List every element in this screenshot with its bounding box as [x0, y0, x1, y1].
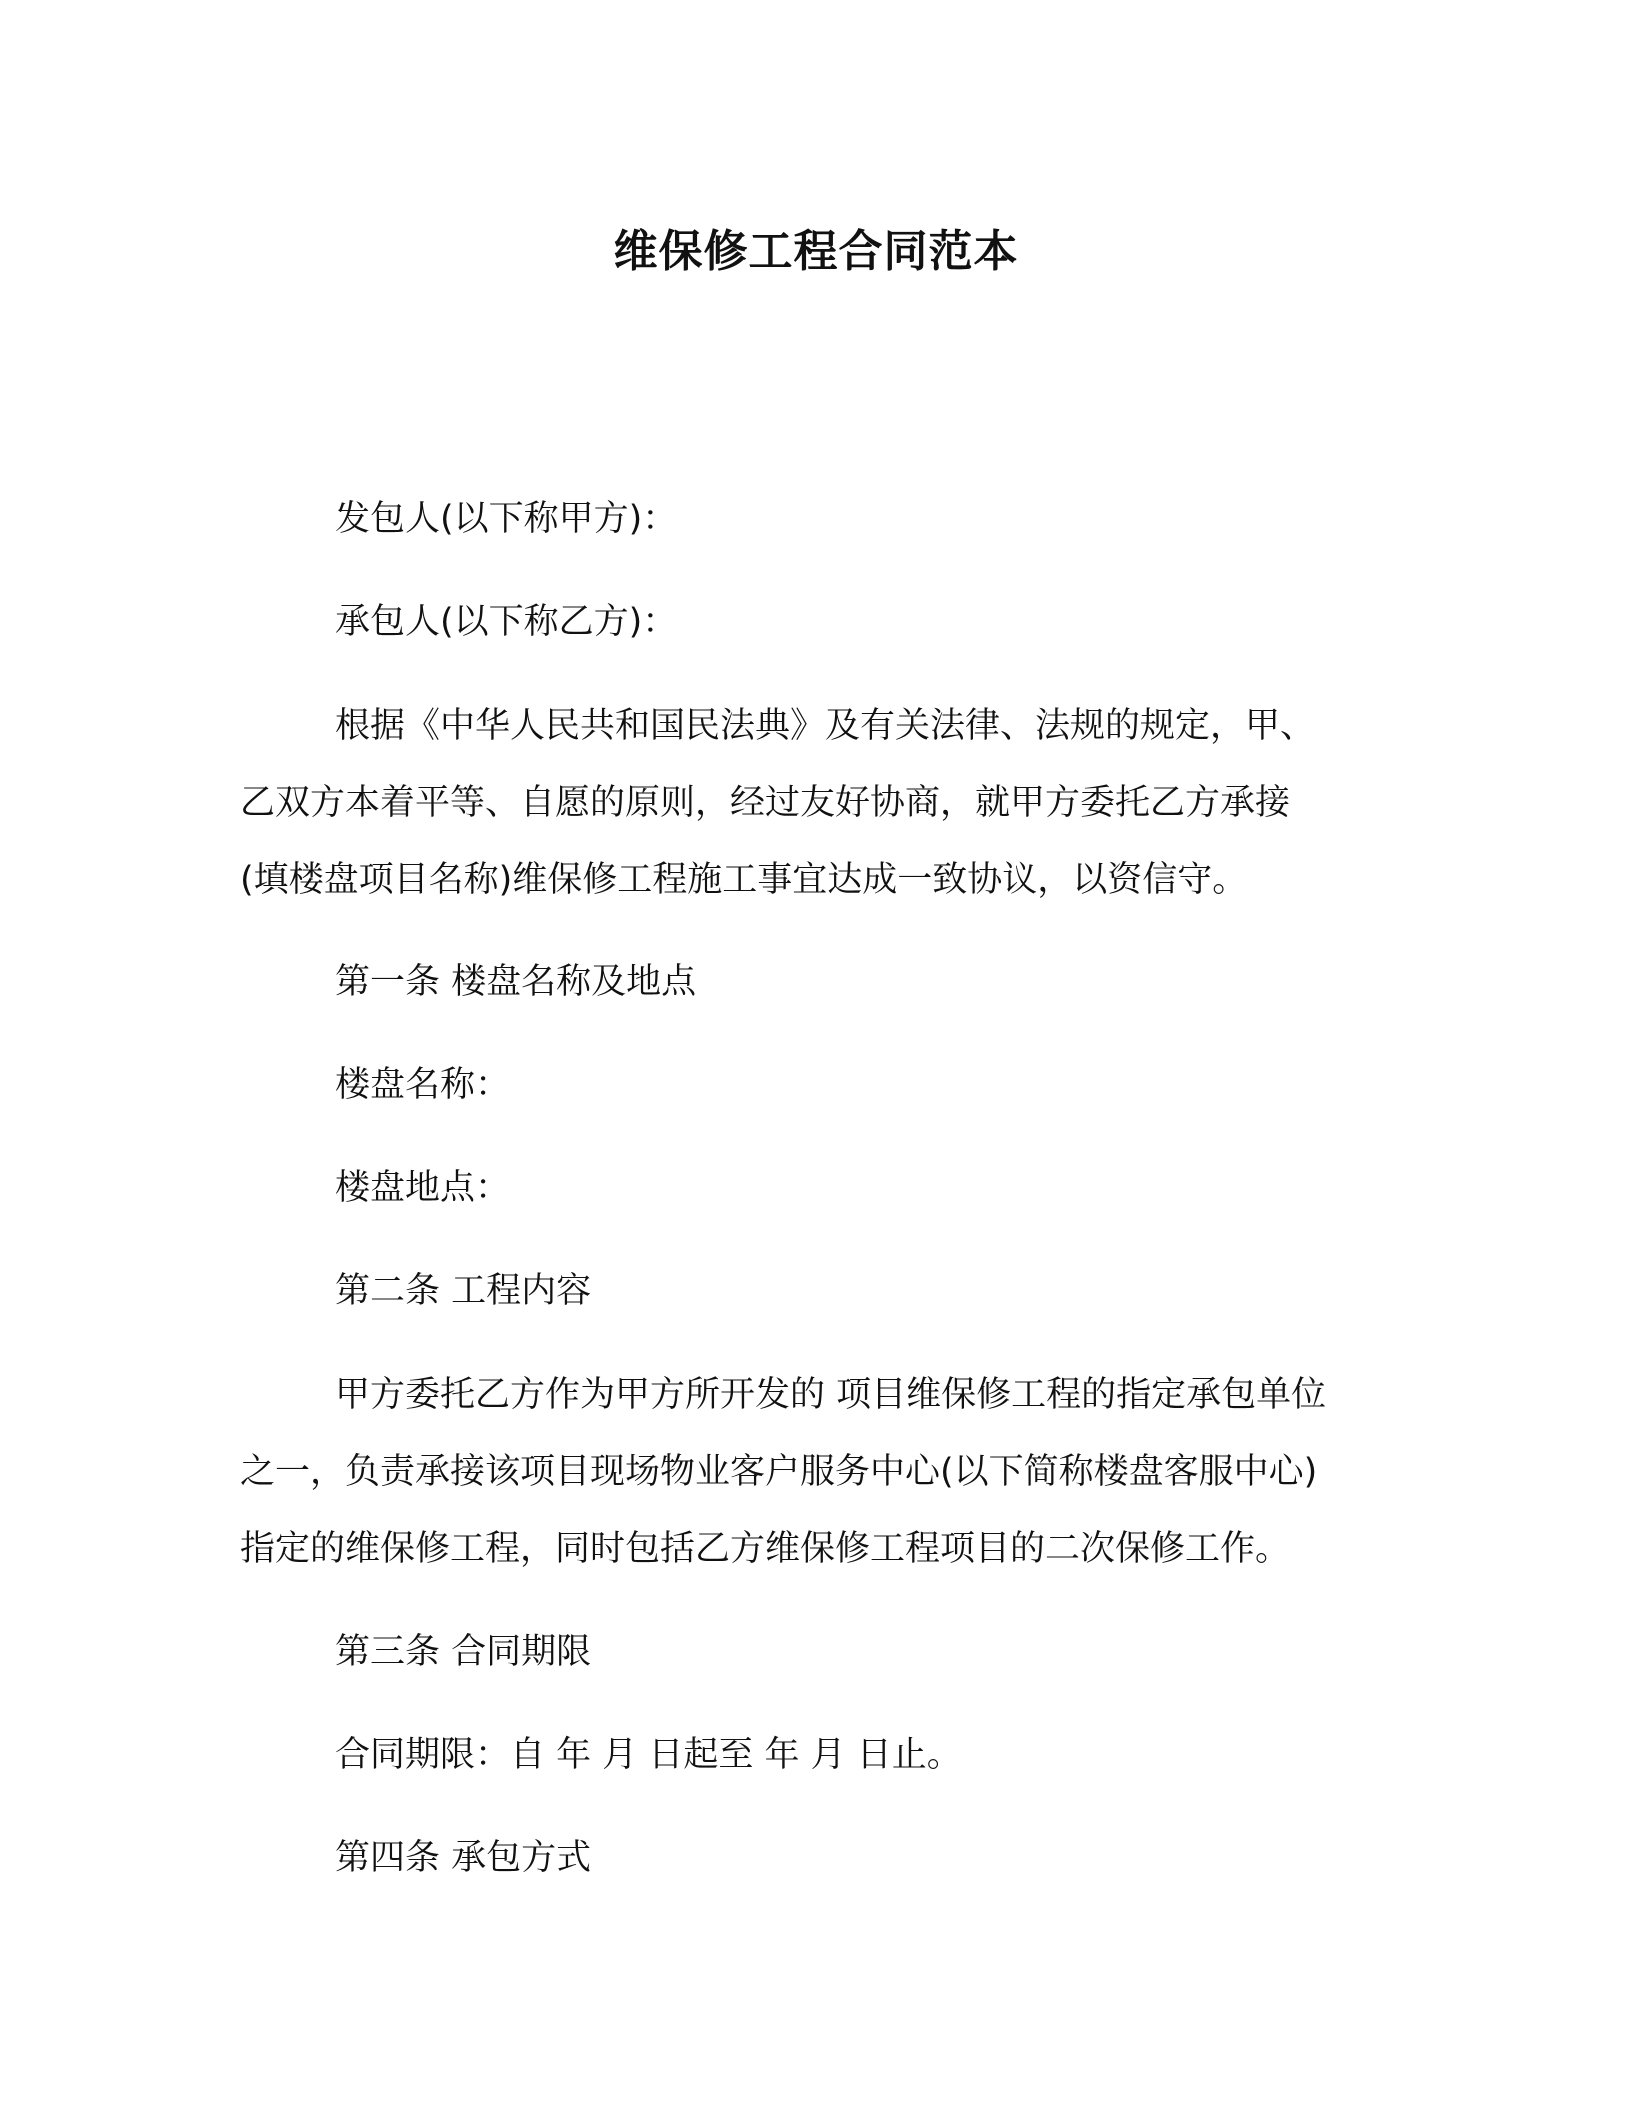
party-b-line: 承包人(以下称乙方)： [335, 602, 678, 642]
contract-term-line: 合同期限：自 年 月 日起至 年 月 日止。 [335, 1735, 962, 1775]
article-2-body-line-3: 指定的维保修工程，同时包括乙方维保修工程项目的二次保修工作。 [240, 1529, 1291, 1569]
preamble-line-3: (填楼盘项目名称)维保修工程施工事宜达成一致协议，以资信守。 [240, 860, 1248, 900]
property-name-line: 楼盘名称： [335, 1065, 511, 1105]
property-location-line: 楼盘地点： [335, 1168, 511, 1208]
article-4-heading: 第四条 承包方式 [335, 1838, 592, 1878]
article-2-heading: 第二条 工程内容 [335, 1271, 592, 1311]
article-2-body-line-1: 甲方委托乙方作为甲方所开发的 项目维保修工程的指定承包单位 [335, 1375, 1327, 1415]
preamble-line-1: 根据《中华人民共和国民法典》及有关法律、法规的规定，甲、 [335, 706, 1316, 746]
preamble-line-2: 乙双方本着平等、自愿的原则，经过友好协商，就甲方委托乙方承接 [240, 783, 1291, 823]
article-2-body-line-2: 之一，负责承接该项目现场物业客户服务中心(以下简称楼盘客服中心) [240, 1452, 1318, 1492]
document-title: 维保修工程合同范本 [613, 226, 1019, 277]
article-1-heading: 第一条 楼盘名称及地点 [335, 962, 697, 1002]
party-a-line: 发包人(以下称甲方)： [335, 499, 678, 539]
article-3-heading: 第三条 合同期限 [335, 1632, 592, 1672]
